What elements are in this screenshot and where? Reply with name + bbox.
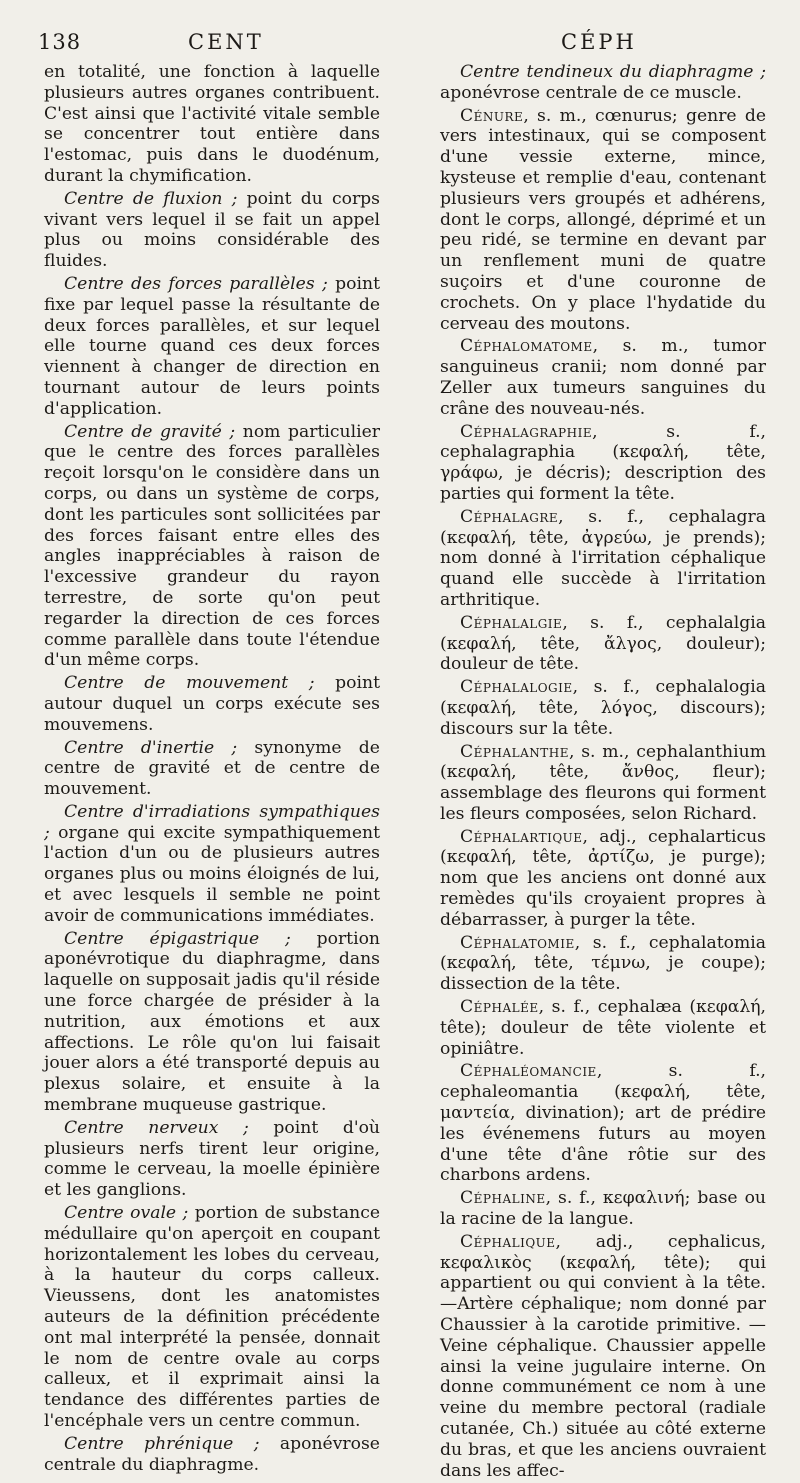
entry-headword: Céphaline <box>460 1188 546 1209</box>
entry-headword: Centre d'inertie ; <box>64 737 238 758</box>
entry-headword: Centre d'irradiations sympathiques ; <box>44 801 380 843</box>
entry-headword: Céphalagraphie <box>460 421 593 442</box>
entry-definition: en totalité, une fonction à laquelle plusieurs autres organes contribuent. C'est ainsi que l'activité vitale semble se concentrer tout entière dans l'estomac, puis dans le duodénum, durant la chymification. <box>44 62 380 186</box>
entry-definition: , s. f., cephalalgia (κεφαλή, tête, ἄλγος, douleur); douleur de tête. <box>440 612 766 675</box>
dictionary-entry <box>44 1203 380 1432</box>
dictionary-entry <box>44 738 380 800</box>
dictionary-entry <box>44 1434 380 1476</box>
dictionary-entry <box>440 1188 766 1230</box>
entry-definition: , s. f., cephalæa (κεφαλή, tête); douleur de tête violente et opiniâtre. <box>440 997 766 1059</box>
dictionary-entry <box>44 673 380 735</box>
entry-headword: Cénure <box>460 105 524 126</box>
dictionary-entry <box>44 802 380 927</box>
dictionary-entry <box>440 613 766 675</box>
dictionary-entry <box>440 507 766 611</box>
entry-definition: , s. f., cephalatomia (κεφαλή, tête, τέμνω, je coupe); dissection de la tête. <box>440 932 766 995</box>
dictionary-entry <box>440 933 766 995</box>
entry-headword: Centre de gravité ; <box>64 421 236 442</box>
entry-definition: point du corps vivant vers lequel il se fait un appel plus ou moins considérable des fluides. <box>44 188 380 272</box>
entry-headword: Centre ovale ; <box>64 1203 189 1224</box>
entry-definition: synonyme de centre de gravité et de centre de mouvement. <box>44 737 380 800</box>
dictionary-entry <box>440 1232 766 1482</box>
entry-definition: , adj., cephalarticus (κεφαλή, tête, ἀρτίζω, je purge); nom que les anciens ont donné aux remèdes qu'ils croyaient propres à débarrasser, à purger la tête. <box>440 826 766 930</box>
entry-headword: Céphalalgie <box>460 612 563 633</box>
entry-headword: Céphalagre <box>460 506 559 527</box>
entry-headword: Céphalalogie <box>460 677 573 698</box>
entry-definition: aponévrose centrale de ce muscle. <box>440 82 742 103</box>
entry-definition: , s. f., cephalagraphia (κεφαλή, tête, γράφω, je décris); description des parties qui forment la tête. <box>440 421 766 504</box>
entry-headword: Céphalomatome <box>460 336 593 357</box>
entry-headword: Centre nerveux ; <box>64 1117 249 1138</box>
entry-headword: Centre phrénique ; <box>64 1433 260 1454</box>
entry-definition: , s. f., cephalalogia (κεφαλή, tête, λόγος, discours); discours sur la tête. <box>440 677 766 739</box>
entry-headword: Centre tendineux du diaphragme ; <box>460 62 766 82</box>
entry-definition: point autour duquel un corps exécute ses mouvemens. <box>44 673 380 735</box>
dictionary-entry <box>440 336 766 419</box>
dictionary-entry <box>44 62 380 187</box>
dictionary-entry <box>440 106 766 335</box>
dictionary-entry <box>44 422 380 672</box>
entry-headword: Centre épigastrique ; <box>64 928 291 949</box>
right-column <box>440 62 766 1483</box>
entry-headword: Centre de mouvement ; <box>64 673 315 694</box>
entry-definition: point d'où plusieurs nerfs tirent leur origine, comme le cerveau, la moelle épinière et les ganglions. <box>44 1117 380 1201</box>
entry-definition: point fixe par lequel passe la résultante de deux forces parallèles, et sur lequel elle tourne quand ces deux forces viennent à changer de direction en tournant autour de leurs points d'application. <box>44 273 380 419</box>
dictionary-entry <box>440 1061 766 1186</box>
entry-definition: , s. m., cœnurus; genre de vers intestinaux, qui se composent d'une vessie externe, mince, kysteuse et remplie d'eau, contenant plusieurs vers groupés et adhérens, dont le corps, allongé, déprimé et un peu ridé, se termine en devant par un renflement muni de quatre suçoirs et d'une couronne de crochets. On y place l'hydatide du cerveau des moutons. <box>440 105 766 334</box>
entry-headword: Céphaléomancie <box>460 1061 597 1082</box>
entry-definition: portion aponévrotique du diaphragme, dans laquelle on supposait jadis qu'il réside une force chargée de présider à la nutrition, aux émotions et aux affections. Le rôle qu'on lui faisait jouer alors a été transporté depuis au plexus solaire, et ensuite à la membrane muqueuse gastrique. <box>44 928 380 1116</box>
dictionary-entry <box>44 189 380 272</box>
entry-definition: , s. f., cephalagra (κεφαλή, tête, ἀγρεύω, je prends); nom donné à l'irritation céphalique quand elle succède à l'irritation arthritique. <box>440 506 766 610</box>
entry-definition: , s. m., cephalanthium (κεφαλή, tête, ἄνθος, fleur); assemblage des fleurons qui forment les fleurs composées, selon Richard. <box>440 741 766 824</box>
dictionary-entry <box>440 422 766 505</box>
entry-definition: , s. f., κεφαλινή; base ou la racine de la langue. <box>440 1188 766 1230</box>
dictionary-entry <box>440 742 766 825</box>
dictionary-entry <box>440 827 766 931</box>
entry-definition: portion de substance médullaire qu'on aperçoit en coupant horizontalement les lobes du cerveau, à la hauteur du corps calleux. Vieussens, dont les anatomistes auteurs de la définition précédente ont mal interprété la pensée, donnait le nom de centre ovale au corps calleux, et il exprimait ainsi la tendance des différentes parties de l'encéphale vers un centre commun. <box>44 1203 380 1431</box>
dictionary-entry <box>440 997 766 1059</box>
right-running-head: CÉPH <box>561 30 637 54</box>
entry-headword: Centre des forces parallèles ; <box>64 273 328 294</box>
page-number: 138 <box>38 30 82 54</box>
dictionary-entry <box>44 929 380 1116</box>
left-running-head: CENT <box>188 30 264 54</box>
entry-headword: Céphalartique <box>460 826 583 847</box>
entry-headword: Centre de fluxion ; <box>64 188 238 209</box>
entry-definition: , s. m., tumor sanguineus cranii; nom donné par Zeller aux tumeurs sanguines du crâne des nouveau-nés. <box>440 336 766 419</box>
entry-definition: organe qui excite sympathiquement l'action d'un ou de plusieurs autres organes plus ou moins éloignés de lui, et avec lesquels il semble ne point avoir de communications immédiates. <box>44 822 380 926</box>
entry-headword: Céphalatomie <box>460 932 575 953</box>
entry-headword: Céphalée <box>460 997 539 1018</box>
dictionary-entry <box>44 274 380 420</box>
dictionary-entry <box>440 677 766 739</box>
entry-definition: , s. f., cephaleomantia (κεφαλή, tête, μαντεία, divination); art de prédire les événemens futurs au moyen d'une tête d'âne rôtie sur des charbons ardens. <box>440 1061 766 1186</box>
entry-headword: Céphalanthe <box>460 741 569 762</box>
entry-headword: Céphalique <box>460 1231 556 1252</box>
dictionary-entry <box>440 62 766 104</box>
left-column <box>44 62 380 1477</box>
dictionary-entry <box>44 1118 380 1201</box>
running-header <box>38 30 764 60</box>
entry-definition: nom particulier que le centre des forces parallèles reçoit lorsqu'on le considère dans un corps, ou dans un système de corps, dont les particules sont sollicitées par des forces faisant entre elles des angles inappréciables à raison de l'excessive grandeur du rayon terrestre, de sorte qu'on peut regarder la direction de ces forces comme parallèle dans toute l'étendue d'un même corps. <box>44 421 381 671</box>
entry-definition: aponévrose centrale du diaphragme. <box>44 1433 380 1475</box>
entry-definition: , adj., cephalicus, κεφαλικὸς (κεφαλή, tête); qui appartient ou qui convient à la tête.—Artère céphalique; nom donné par Chaussier à la carotide primitive. — Veine céphalique. Chaussier appelle ainsi la veine jugulaire interne. On donne communément ce nom à une veine du membre pectoral (radiale cutanée, Ch.) située au côté externe du bras, et que les anciens ouvraient dans les affec- <box>440 1231 766 1481</box>
